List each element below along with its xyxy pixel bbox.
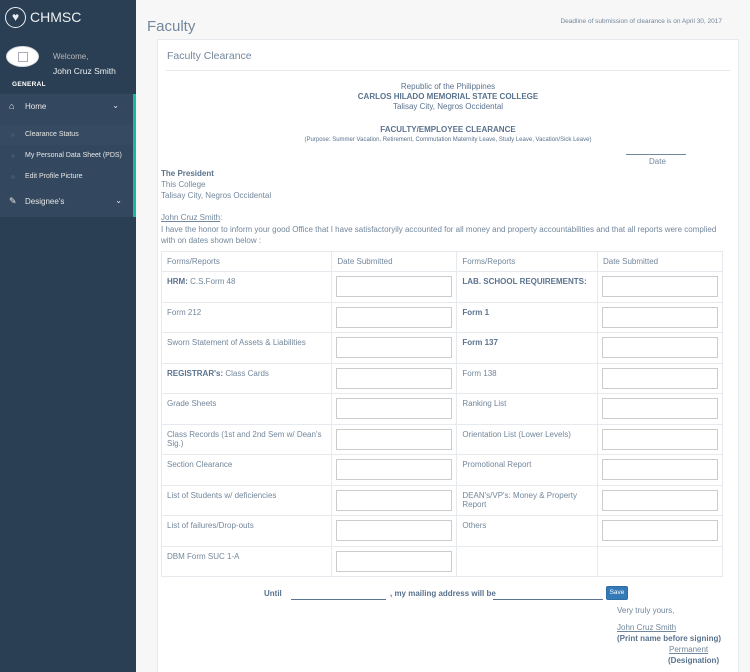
sidebar-item-clearance-status[interactable] (0, 125, 133, 145)
clearance-table (161, 251, 723, 577)
date-submitted-input[interactable] (602, 276, 718, 297)
address-line-1: This College (161, 180, 206, 189)
address-line-2: Talisay City, Negros Occidental (161, 191, 272, 200)
date-submitted-input[interactable] (602, 520, 718, 541)
mailing-address-input[interactable] (493, 599, 603, 600)
bullet-icon (11, 133, 15, 137)
date-submitted-input[interactable] (336, 398, 452, 419)
date-submitted-input[interactable] (602, 368, 718, 389)
table-row (162, 424, 723, 455)
table-header-row (162, 252, 723, 272)
date-submitted-input[interactable] (602, 490, 718, 511)
date-submitted-input[interactable] (336, 307, 452, 328)
form-label-left: List of failures/Drop-outs (162, 516, 332, 547)
brand-name: CHMSC (30, 9, 82, 25)
sidebar-item-label: My Personal Data Sheet (PDS) (25, 152, 122, 159)
form-label-right (457, 546, 598, 577)
sidebar-item-label: Clearance Status (25, 131, 79, 138)
section-title: GENERAL (12, 81, 46, 88)
form-label-left: Class Records (1st and 2nd Sem w/ Dean's Sig.) (162, 424, 332, 455)
column-header: Date Submitted (332, 252, 457, 272)
save-button[interactable]: Save (606, 586, 628, 600)
form-purpose: (Purpose: Summer Vacation, Retirement, Commutation Maternity Leave, Study Leave, Vacation/Sick Leave) (304, 137, 592, 143)
form-label-right: Form 137 (457, 333, 598, 364)
table-row (162, 516, 723, 547)
date-submitted-input[interactable] (602, 429, 718, 450)
addressee: The President (161, 169, 214, 178)
form-label-left: HRM: C.S.Form 48 (162, 272, 332, 303)
heart-icon: ♥ (5, 7, 26, 28)
date-submitted-input[interactable] (336, 337, 452, 358)
date-submitted-input[interactable] (602, 307, 718, 328)
closing: Very truly yours, (617, 606, 675, 615)
form-label-right: Others (457, 516, 598, 547)
column-header: Forms/Reports (457, 252, 598, 272)
mailing-label: , my mailing address will be (390, 589, 496, 598)
form-label-right: Form 138 (457, 363, 598, 394)
date-submitted-input[interactable] (336, 368, 452, 389)
designation-label: (Designation) (668, 656, 720, 665)
chevron-down-icon[interactable]: ⌄ (112, 101, 119, 110)
form-label-right: Orientation List (Lower Levels) (457, 424, 598, 455)
column-header: Date Submitted (597, 252, 722, 272)
brand[interactable] (0, 0, 136, 34)
form-label-left: Grade Sheets (162, 394, 332, 425)
divider (166, 70, 730, 71)
bullet-icon (11, 154, 15, 158)
form-label-left: List of Students w/ deficiencies (162, 485, 332, 516)
form-label-right: Form 1 (457, 302, 598, 333)
image-placeholder-icon (18, 52, 28, 62)
employment-status: Permanent (669, 645, 709, 654)
table-row (162, 546, 723, 577)
sidebar-item-home[interactable] (9, 101, 46, 111)
form-label-left: Form 212 (162, 302, 332, 333)
table-row (162, 394, 723, 425)
table-row (162, 333, 723, 364)
date-submitted-input[interactable] (336, 429, 452, 450)
date-submitted-input[interactable] (602, 337, 718, 358)
table-row (162, 455, 723, 486)
panel-title: Faculty Clearance (167, 50, 252, 62)
date-submitted-input[interactable] (336, 276, 452, 297)
signer-name: John Cruz Smith (617, 623, 677, 632)
college-city: Talisay City, Negros Occidental (392, 102, 504, 111)
form-label-left: REGISTRAR's: Class Cards (162, 363, 332, 394)
form-label-right: LAB. SCHOOL REQUIREMENTS: (457, 272, 598, 303)
date-submitted-input[interactable] (602, 459, 718, 480)
bullet-icon (11, 175, 15, 179)
form-title: FACULTY/EMPLOYEE CLEARANCE (380, 125, 516, 134)
sidebar-item-pds[interactable] (0, 146, 133, 166)
date-label: Date (649, 157, 666, 166)
sidebar (0, 0, 136, 672)
date-submitted-input[interactable] (336, 490, 452, 511)
table-row (162, 485, 723, 516)
sidebar-item-label: Designee's (25, 197, 65, 206)
print-name-note: (Print name before signing) (617, 634, 722, 643)
letter-body: I have the honor to inform your good Office that I have satisfactoryily accounted for all money and property accountabilities and that all reports were complied with on dates shown below : (161, 225, 717, 245)
date-submitted-input[interactable] (602, 398, 718, 419)
welcome-text: Welcome, (53, 52, 89, 61)
edit-icon: ✎ (9, 196, 17, 206)
until-input[interactable] (291, 599, 386, 600)
table-row (162, 363, 723, 394)
date-submitted-input[interactable] (336, 520, 452, 541)
form-label-right: Promotional Report (457, 455, 598, 486)
page-title: Faculty (147, 18, 196, 35)
salutation: John Cruz Smith: (161, 213, 223, 222)
sidebar-item-label: Home (25, 101, 47, 111)
deadline-notice: Deadline of submission of clearance is on April 30, 2017 (560, 18, 722, 25)
sidebar-item-designees-row[interactable] (9, 196, 64, 207)
sidebar-item-label: Edit Profile Picture (25, 173, 83, 180)
sidebar-item-edit-profile-picture[interactable] (0, 167, 133, 187)
salutation-name: John Cruz Smith (161, 213, 221, 222)
home-icon: ⌂ (9, 101, 15, 111)
table-row (162, 272, 723, 303)
college-name: CARLOS HILADO MEMORIAL STATE COLLEGE (357, 92, 539, 101)
form-label-left: Section Clearance (162, 455, 332, 486)
republic-text: Republic of the Philippines (400, 82, 496, 91)
date-submitted-input[interactable] (336, 459, 452, 480)
table-row (162, 302, 723, 333)
column-header: Forms/Reports (162, 252, 332, 272)
clearance-panel (157, 39, 739, 672)
date-field[interactable] (626, 154, 686, 155)
form-label-left: Sworn Statement of Assets & Liabilities (162, 333, 332, 364)
avatar[interactable] (6, 46, 39, 67)
user-name: John Cruz Smith (53, 66, 116, 76)
chevron-down-icon[interactable]: ⌄ (115, 196, 122, 205)
form-label-right: Ranking List (457, 394, 598, 425)
form-label-left: DBM Form SUC 1-A (162, 546, 332, 577)
until-label: Until (264, 589, 282, 598)
form-label-right: DEAN's/VP's: Money & Property Report (457, 485, 598, 516)
date-submitted-input[interactable] (336, 551, 452, 572)
